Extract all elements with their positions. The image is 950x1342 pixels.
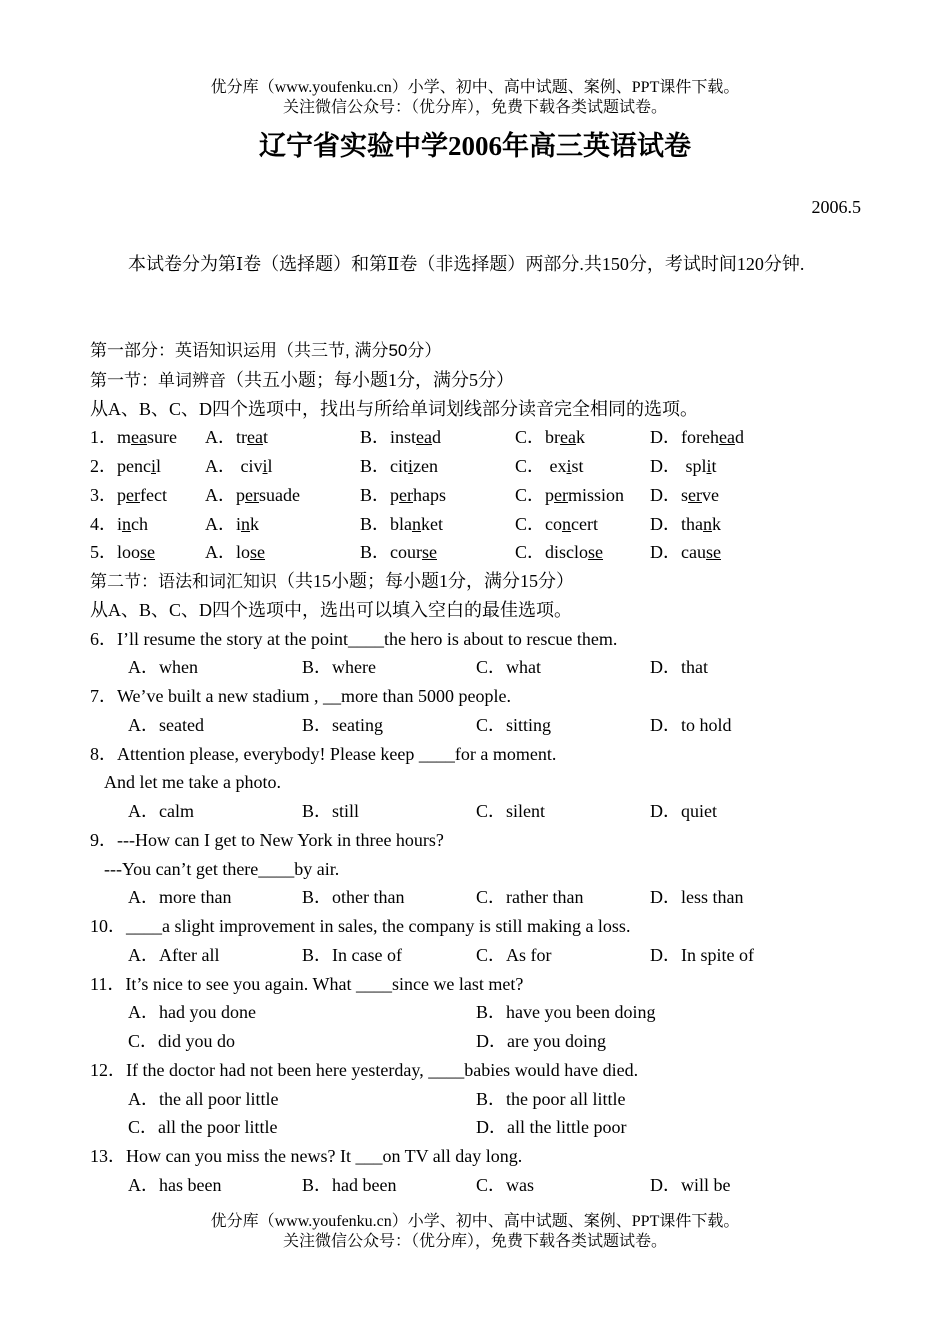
question-number: 2． xyxy=(90,456,117,476)
option: C．did you do xyxy=(128,1031,236,1051)
option xyxy=(515,423,585,452)
options-row xyxy=(90,1171,870,1200)
header-line-1: 优分库（www.youfenku.cn）小学、初中、高中试题、案例、PPT课件下载。 xyxy=(210,79,740,96)
section2-note: （共15小题；每小题1分，满分15分） xyxy=(277,571,574,591)
option-letter: D． xyxy=(650,484,681,505)
word-part: tha xyxy=(681,513,703,534)
option: B．the poor all little xyxy=(476,1088,626,1109)
section2-questions xyxy=(90,625,870,1200)
pronunciation-question xyxy=(90,423,870,452)
word-part: ex xyxy=(549,456,567,476)
underlined-part: ea xyxy=(131,427,147,448)
word-part: disclo xyxy=(545,542,589,563)
option: D．will be xyxy=(650,1174,731,1195)
word-part: civ xyxy=(240,456,263,476)
question-stem xyxy=(90,768,870,797)
option-letter: A． xyxy=(205,484,236,505)
option: B．still xyxy=(302,801,360,821)
question-number: 5． xyxy=(90,542,117,563)
option xyxy=(205,452,273,481)
option: B．have you been doing xyxy=(476,1002,656,1023)
question-stem xyxy=(90,1142,870,1171)
section1-questions xyxy=(90,423,870,567)
option: D．In spite of xyxy=(650,944,754,965)
option: A．seated xyxy=(128,714,204,735)
question-text: And let me take a photo. xyxy=(104,772,281,793)
word-part: tr xyxy=(236,427,247,448)
option xyxy=(650,510,721,539)
option: D．all the little poor xyxy=(476,1117,627,1138)
exam-intro: 本试卷分为第Ⅰ卷（选择题）和第Ⅱ卷（非选择题）两部分.共150分，考试时间120分钟. xyxy=(128,254,805,274)
question-number: 3． xyxy=(90,484,117,505)
underlined-part: er xyxy=(554,484,568,505)
pronunciation-question xyxy=(90,452,870,481)
question-word xyxy=(90,538,155,567)
option xyxy=(650,423,744,452)
underlined-part: er xyxy=(688,484,702,505)
options-row xyxy=(90,1085,870,1114)
option-letter: D． xyxy=(650,456,686,476)
section2-instruction: 从A、B、C、D四个选项中，选出可以填入空白的最佳选项。 xyxy=(90,599,573,620)
mc-question xyxy=(90,1142,870,1200)
footer-line-1: 优分库（www.youfenku.cn）小学、初中、高中试题、案例、PPT课件下载。 xyxy=(210,1213,740,1230)
option xyxy=(515,481,624,510)
option: C．all the poor little xyxy=(128,1117,278,1138)
options-row xyxy=(90,883,870,912)
question-stem xyxy=(90,970,870,999)
page-title: 辽宁省实验中学2006年高三英语试卷 xyxy=(259,131,691,161)
option-letter: C． xyxy=(515,456,550,476)
question-number: 6． xyxy=(90,628,117,649)
word-part: t xyxy=(262,427,268,448)
word-part: inst xyxy=(390,427,417,448)
word-part: ch xyxy=(131,513,149,534)
question-stem xyxy=(90,1056,870,1085)
option xyxy=(515,538,603,567)
options-row xyxy=(90,797,870,826)
option-letter: B． xyxy=(360,456,391,476)
section1-note: （共五小题；每小题1分，满分5分） xyxy=(226,369,514,390)
option: C．what xyxy=(476,657,541,678)
option: D．less than xyxy=(650,887,744,908)
word-part: cit xyxy=(390,456,409,476)
question-number: 12． xyxy=(90,1059,126,1080)
option-letter: B． xyxy=(360,427,391,448)
word-part: suade xyxy=(258,484,300,505)
option: C．sitting xyxy=(476,714,552,735)
option xyxy=(515,510,598,539)
word-part: d xyxy=(432,427,442,448)
underlined-part: ea xyxy=(718,427,735,448)
question-stem xyxy=(90,826,870,855)
page-header xyxy=(0,78,950,118)
section1-title: 第一节：单词辨音 xyxy=(90,370,226,390)
pronunciation-question xyxy=(90,481,870,510)
question-text: ---You can’t get there____by air. xyxy=(104,858,340,879)
option: C．silent xyxy=(476,801,546,821)
option: D．quiet xyxy=(650,801,717,821)
option-letter: A． xyxy=(205,542,236,563)
question-stem xyxy=(90,625,870,654)
section1-heading xyxy=(90,366,870,395)
underlined-part: er xyxy=(399,484,413,505)
option xyxy=(650,538,721,567)
options-row xyxy=(90,1113,870,1142)
underlined-part: i xyxy=(150,456,156,476)
question-text: It’s nice to see you again. What ____since we last met? xyxy=(125,973,524,994)
question-text: I’ll resume the story at the point____the hero is about to rescue them. xyxy=(117,628,618,649)
option-letter: C． xyxy=(515,427,546,448)
option-letter: D． xyxy=(650,427,681,448)
word-part: l xyxy=(156,456,162,476)
option xyxy=(515,452,584,481)
section2-title: 第二节：语法和词汇知识 xyxy=(90,572,277,591)
option: A．more than xyxy=(128,887,232,908)
option: C．As for xyxy=(476,944,552,965)
word-part: bla xyxy=(390,513,413,534)
question-word xyxy=(90,423,177,452)
word-part: cau xyxy=(681,542,706,563)
option-letter: B． xyxy=(360,513,391,534)
option-letter: C． xyxy=(515,484,546,505)
option: A．the all poor little xyxy=(128,1088,279,1109)
underlined-part: n xyxy=(241,513,251,534)
word-part: k xyxy=(576,427,585,448)
underlined-part: n xyxy=(562,513,572,534)
question-number: 9． xyxy=(90,829,117,850)
underlined-part: n xyxy=(703,513,712,534)
word-part: p xyxy=(545,484,555,505)
word-part: sure xyxy=(147,427,177,448)
word-part: i xyxy=(236,513,242,534)
word-part: ket xyxy=(421,513,444,534)
option xyxy=(650,481,719,510)
question-text: Attention please, everybody! Please keep ____for a moment. xyxy=(117,743,557,764)
question-text: How can you miss the news? It ___on TV all day long. xyxy=(126,1146,523,1166)
options-row xyxy=(90,998,870,1027)
option-letter: B． xyxy=(360,484,391,505)
option xyxy=(205,481,300,510)
underlined-part: se xyxy=(250,542,266,563)
pronunciation-question xyxy=(90,510,870,539)
word-part: p xyxy=(117,484,126,505)
option: A．has been xyxy=(128,1174,222,1195)
option: B．had been xyxy=(302,1174,397,1195)
option xyxy=(360,452,438,481)
underlined-part: er xyxy=(245,484,259,505)
question-text: ____a slight improvement in sales, the company is still making a loss. xyxy=(126,916,631,936)
word-part: spl xyxy=(685,456,707,476)
exam-content xyxy=(90,337,870,1200)
word-part: zen xyxy=(413,456,439,476)
option: B．In case of xyxy=(302,944,402,965)
option-letter: D． xyxy=(650,542,681,563)
option: B．where xyxy=(302,657,376,678)
underlined-part: er xyxy=(126,484,140,505)
word-part: p xyxy=(236,484,245,505)
word-part: haps xyxy=(413,484,446,505)
word-part: loo xyxy=(117,542,141,563)
mc-question xyxy=(90,826,870,912)
word-part: fect xyxy=(139,484,167,505)
mc-question xyxy=(90,912,870,970)
question-word xyxy=(90,481,167,510)
word-part: br xyxy=(545,427,561,448)
underlined-part: i xyxy=(566,456,572,476)
option: A．calm xyxy=(128,801,194,821)
option xyxy=(360,481,446,510)
word-part: k xyxy=(712,513,721,534)
option-letter: C． xyxy=(515,513,546,534)
underlined-part: se xyxy=(588,542,604,563)
question-number: 10． xyxy=(90,916,126,936)
question-text: ---How can I get to New York in three hours? xyxy=(117,829,444,850)
option xyxy=(360,423,441,452)
pronunciation-question xyxy=(90,538,870,567)
word-part: cert xyxy=(571,513,598,534)
option xyxy=(650,452,717,481)
option-letter: C． xyxy=(515,542,546,563)
word-part: lo xyxy=(236,542,251,563)
underlined-part: ea xyxy=(416,427,433,448)
section2-heading xyxy=(90,567,870,596)
word-part: t xyxy=(711,456,717,476)
option xyxy=(360,538,437,567)
section1-instruction: 从A、B、C、D四个选项中，找出与所给单词划线部分读音完全相同的选项。 xyxy=(90,398,699,419)
mc-question xyxy=(90,970,870,1056)
option: C．was xyxy=(476,1174,534,1195)
question-number: 1． xyxy=(90,427,117,448)
word-part: ve xyxy=(702,484,719,505)
underlined-part: i xyxy=(408,456,414,476)
option xyxy=(205,510,259,539)
page-footer xyxy=(0,1212,950,1252)
option-letter: A． xyxy=(205,427,236,448)
option: D．to hold xyxy=(650,714,732,735)
word-part: cour xyxy=(390,542,422,563)
underlined-part: i xyxy=(706,456,712,476)
option: A．when xyxy=(128,657,198,678)
option: C．rather than xyxy=(476,887,584,908)
option: B．other than xyxy=(302,887,405,908)
word-part: p xyxy=(390,484,400,505)
mc-question xyxy=(90,740,870,826)
options-row xyxy=(90,1027,870,1056)
options-row xyxy=(90,711,870,740)
underlined-part: ea xyxy=(247,427,263,448)
question-number: 8． xyxy=(90,743,117,764)
question-number: 4． xyxy=(90,513,117,534)
word-part: st xyxy=(571,456,584,476)
options-row xyxy=(90,941,870,970)
question-stem xyxy=(90,682,870,711)
underlined-part: ea xyxy=(560,427,576,448)
exam-date: 2006.5 xyxy=(811,197,861,217)
mc-question xyxy=(90,625,870,683)
options-row xyxy=(90,653,870,682)
question-number: 13． xyxy=(90,1146,126,1166)
option xyxy=(205,423,268,452)
word-part: s xyxy=(681,484,689,505)
mc-question xyxy=(90,1056,870,1142)
underlined-part: n xyxy=(412,513,422,534)
question-stem xyxy=(90,740,870,769)
word-part: i xyxy=(117,513,123,534)
word-part: m xyxy=(117,427,132,448)
option: B．seating xyxy=(302,714,383,735)
part1-heading: 第一部分：英语知识运用（共三节, 满分50分） xyxy=(90,341,442,360)
word-part: mission xyxy=(568,484,625,505)
mc-question xyxy=(90,682,870,740)
option: A．After all xyxy=(128,944,220,965)
option-letter: A． xyxy=(205,513,236,534)
underlined-part: i xyxy=(262,456,268,476)
underlined-part: n xyxy=(122,513,132,534)
option: D．are you doing xyxy=(476,1031,606,1051)
underlined-part: se xyxy=(705,542,721,563)
option-letter: B． xyxy=(360,542,391,563)
word-part: foreh xyxy=(681,427,719,448)
word-part: d xyxy=(734,427,744,448)
question-word xyxy=(90,510,148,539)
option-letter: D． xyxy=(650,513,681,534)
word-part: co xyxy=(545,513,563,534)
question-number: 11． xyxy=(90,973,126,994)
question-text: If the doctor had not been here yesterday, ____babies would have died. xyxy=(126,1059,639,1080)
option: D．that xyxy=(650,657,708,678)
option xyxy=(205,538,265,567)
option-letter: A． xyxy=(205,456,241,476)
footer-line-2: 关注微信公众号：（优分库），免费下载各类试题试卷。 xyxy=(282,1233,667,1250)
word-part: k xyxy=(250,513,260,534)
word-part: penc xyxy=(117,456,151,476)
question-number: 7． xyxy=(90,686,117,706)
underlined-part: se xyxy=(140,542,156,563)
option: A．had you done xyxy=(128,1002,256,1023)
question-stem xyxy=(90,855,870,884)
word-part: l xyxy=(267,456,273,476)
underlined-part: se xyxy=(422,542,437,563)
question-word xyxy=(90,452,161,481)
header-line-2: 关注微信公众号：（优分库），免费下载各类试题试卷。 xyxy=(282,99,667,116)
option xyxy=(360,510,443,539)
question-stem xyxy=(90,912,870,941)
question-text: We’ve built a new stadium , __more than 5000 people. xyxy=(117,686,511,706)
